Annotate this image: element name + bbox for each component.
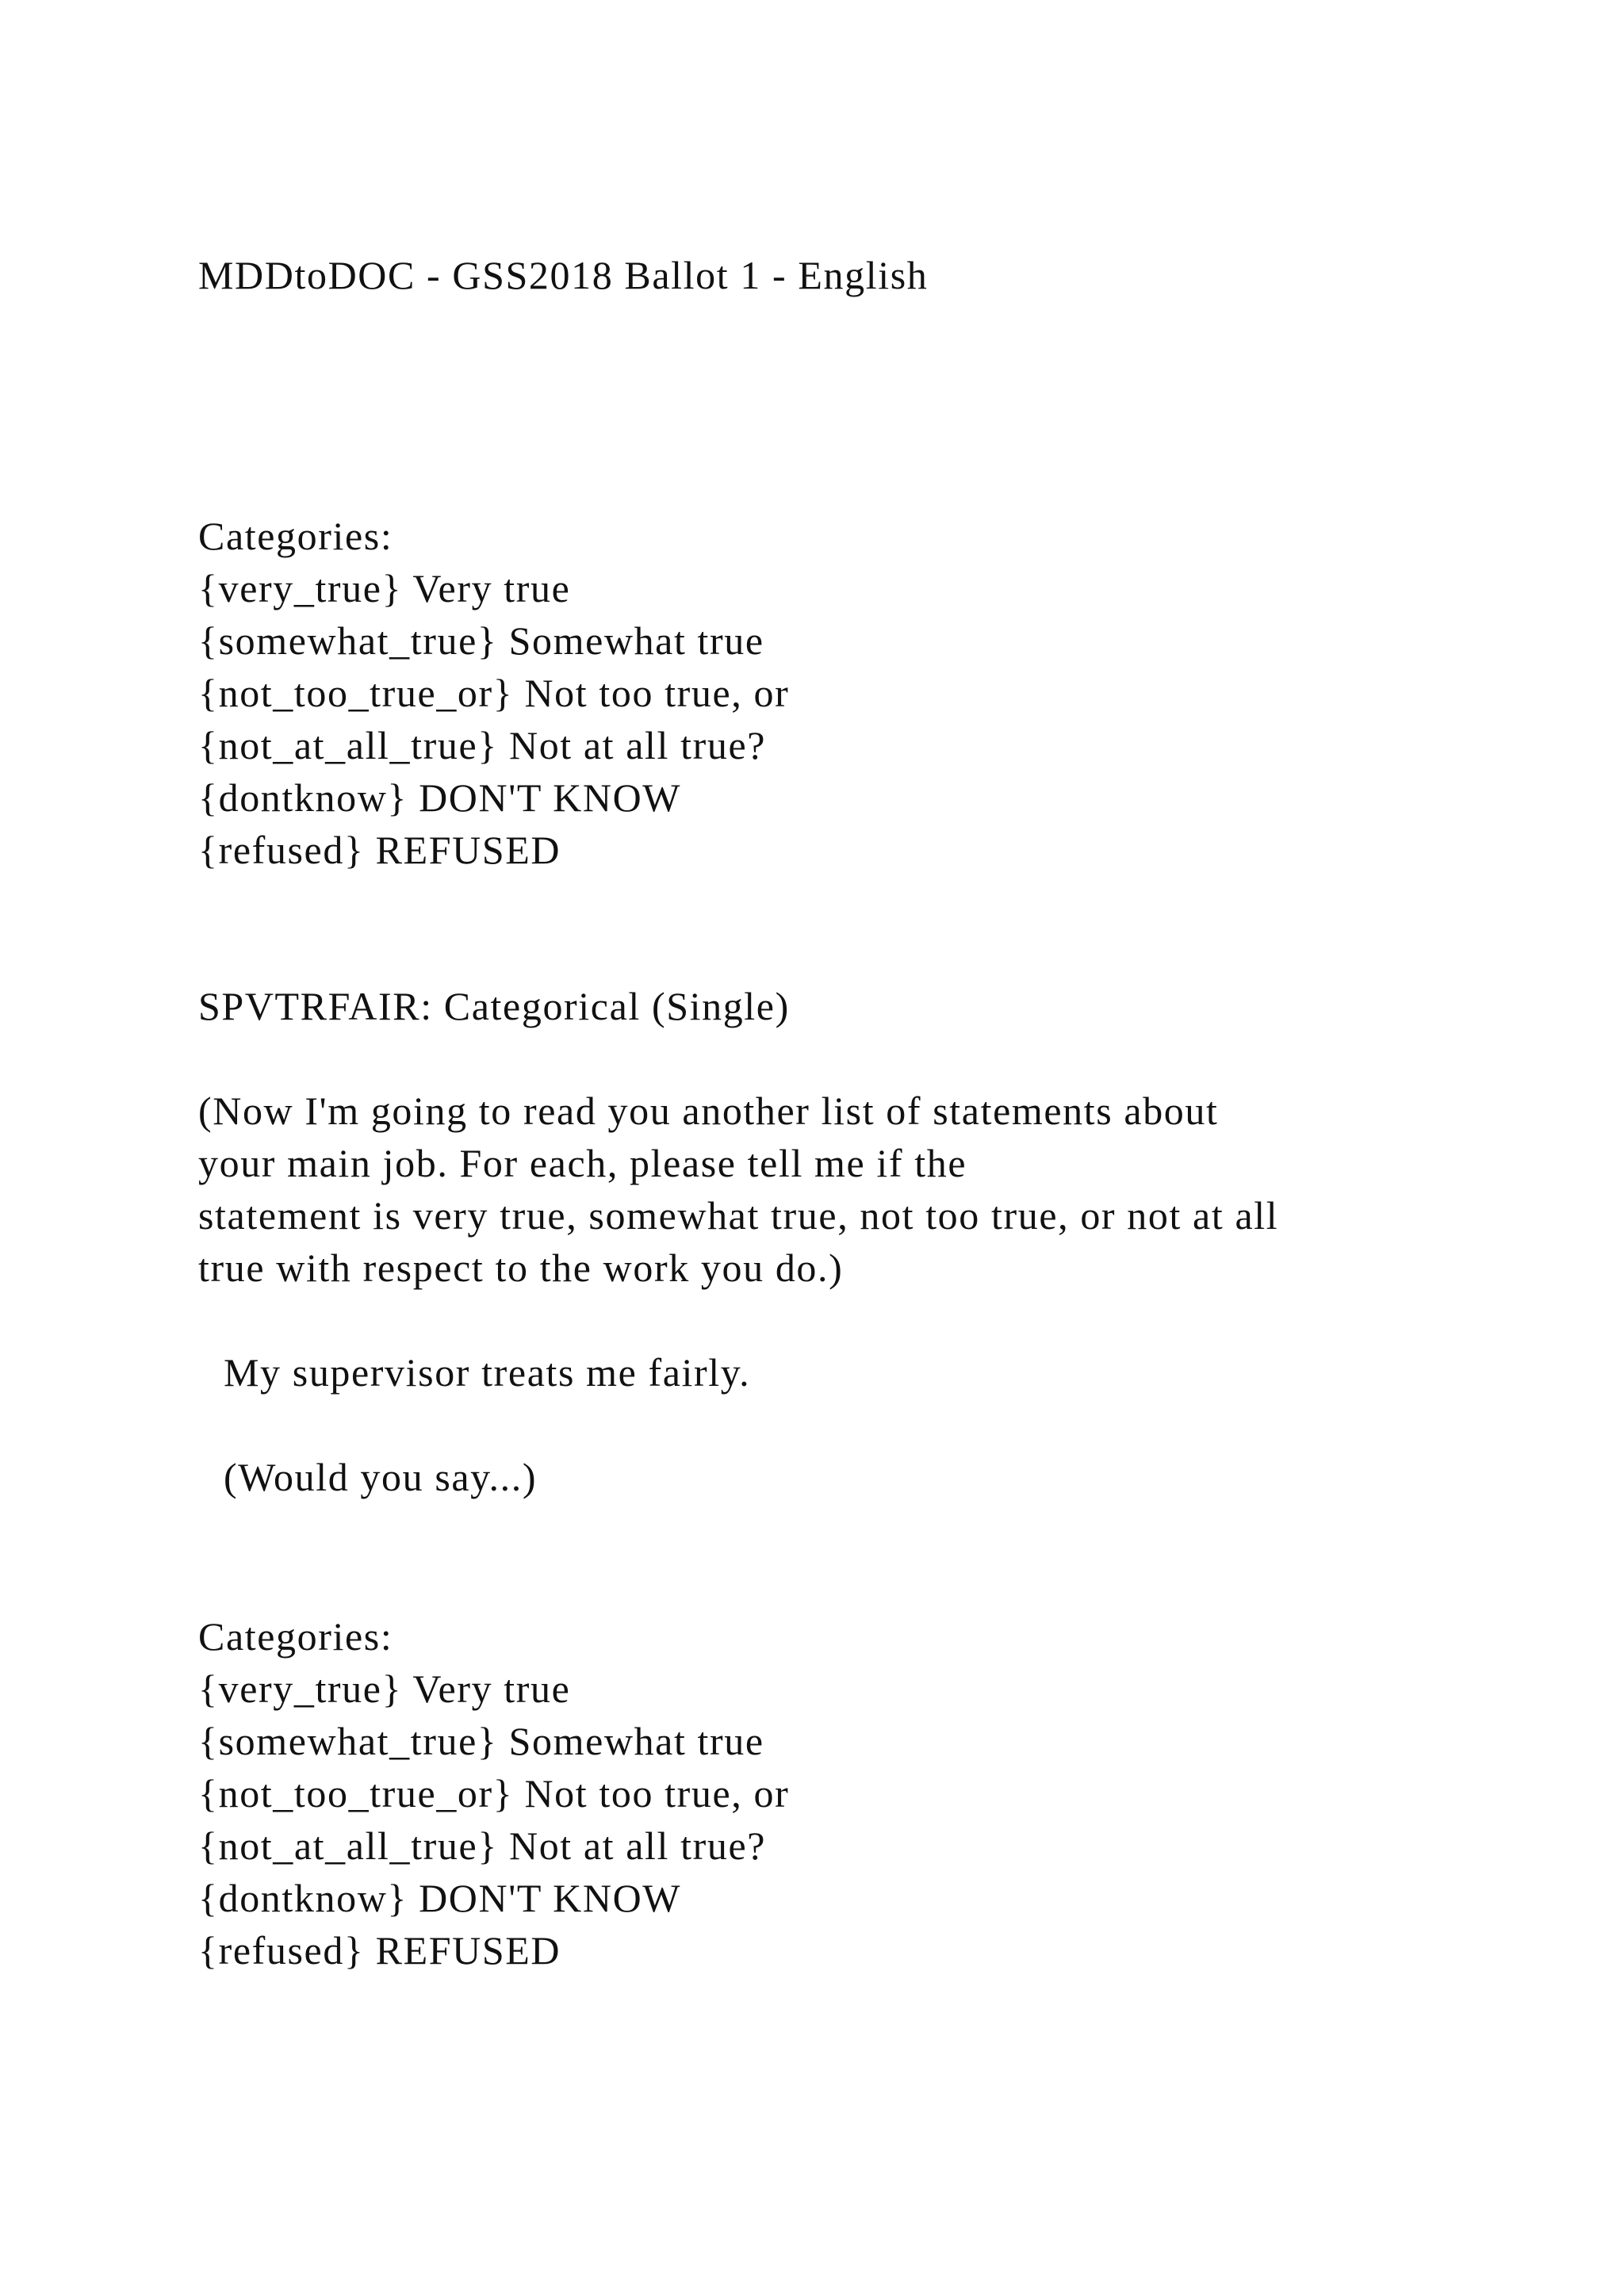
- question-intro-line: statement is very true, somewhat true, not too true, or not at all: [198, 1193, 1279, 1238]
- category-item: {not_too_true_or} Not too true, or: [198, 1771, 790, 1816]
- question-header: SPVTRFAIR: Categorical (Single): [198, 984, 790, 1028]
- question-statement: My supervisor treats me fairly.: [224, 1350, 751, 1395]
- category-item: {not_at_all_true} Not at all true?: [198, 1823, 767, 1868]
- question-intro-line: your main job. For each, please tell me if the: [198, 1141, 967, 1185]
- categories-heading: Categories:: [198, 514, 393, 558]
- category-item: {not_too_true_or} Not too true, or: [198, 671, 790, 715]
- question-prompt: (Would you say...): [224, 1455, 538, 1499]
- question-intro-line: (Now I'm going to read you another list of statements about: [198, 1089, 1219, 1133]
- category-item: {not_at_all_true} Not at all true?: [198, 723, 767, 767]
- category-item: {dontknow} DON'T KNOW: [198, 775, 682, 820]
- category-item: {very_true} Very true: [198, 566, 571, 610]
- question-intro-line: true with respect to the work you do.): [198, 1246, 844, 1290]
- category-item: {somewhat_true} Somewhat true: [198, 618, 764, 663]
- category-item: {refused} REFUSED: [198, 1928, 561, 1973]
- document-title: MDDtoDOC - GSS2018 Ballot 1 - English: [198, 253, 929, 297]
- category-item: {very_true} Very true: [198, 1667, 571, 1711]
- categories-heading: Categories:: [198, 1614, 393, 1659]
- category-item: {dontknow} DON'T KNOW: [198, 1876, 682, 1920]
- category-item: {somewhat_true} Somewhat true: [198, 1719, 764, 1763]
- category-item: {refused} REFUSED: [198, 828, 561, 872]
